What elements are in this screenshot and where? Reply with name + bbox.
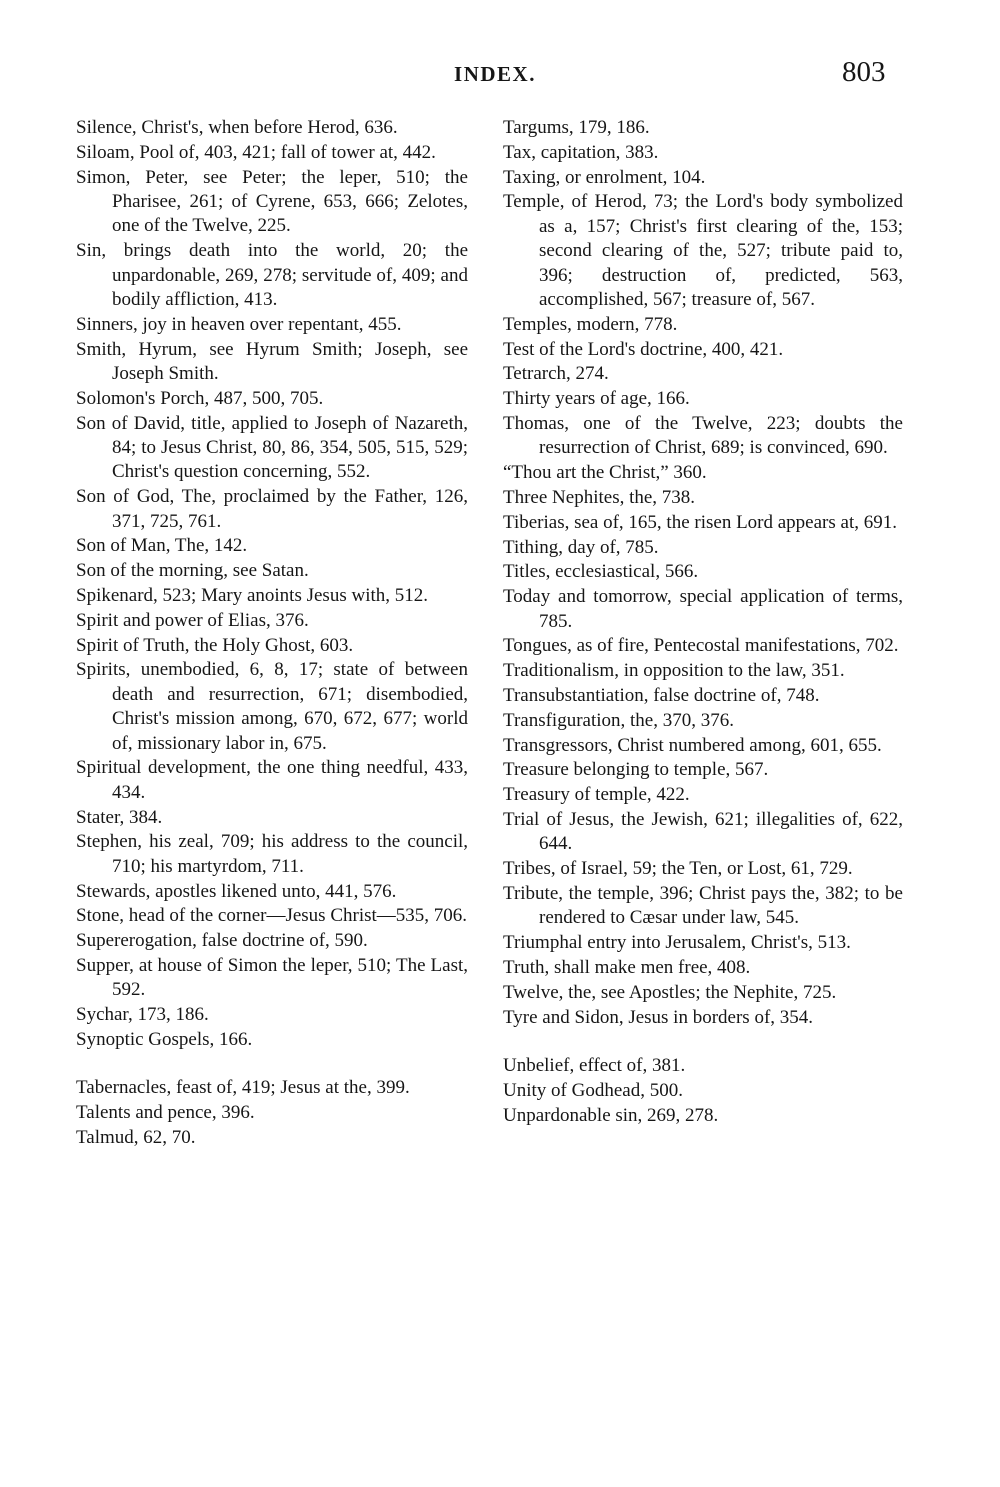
index-entry: Unpardonable sin, 269, 278. xyxy=(503,1104,719,1126)
index-entry: Spirits, unembodied, 6, 8, 17; state of between death and resurrection, 671; disembodied, Christ's mission among, 670, 672, 677; world of, missionary labor in, 675. xyxy=(76,659,468,754)
index-entry: Traditionalism, in opposition to the law, 351. xyxy=(503,660,845,682)
index-entry: Son of David, title, applied to Joseph of Nazareth, 84; to Jesus Christ, 80, 86, 354, 505, 515, 529; Christ's question concerning, 552. xyxy=(76,412,468,483)
index-entry: Supper, at house of Simon the leper, 510; The Last, 592. xyxy=(76,955,468,1001)
index-entry: Son of Man, The, 142. xyxy=(76,535,248,557)
index-entry: Tiberias, sea of, 165, the risen Lord appears at, 691. xyxy=(503,511,897,533)
index-column-left xyxy=(76,116,468,1151)
index-entry: Titles, ecclesiastical, 566. xyxy=(503,561,699,583)
index-entry: “Thou art the Christ,” 360. xyxy=(503,462,707,484)
index-entry: Tribute, the temple, 396; Christ pays the, 382; to be rendered to Cæsar under law, 545. xyxy=(503,882,903,929)
index-entry: Sin, brings death into the world, 20; the unpardonable, 269, 278; servitude of, 409; and bodily affliction, 413. xyxy=(76,240,468,311)
index-entry: Sinners, joy in heaven over repentant, 455. xyxy=(76,313,402,335)
index-entry: Tribes, of Israel, 59; the Ten, or Lost, 61, 729. xyxy=(503,858,853,880)
index-entry: Solomon's Porch, 487, 500, 705. xyxy=(76,387,324,409)
index-entry: Tyre and Sidon, Jesus in borders of, 354. xyxy=(503,1006,814,1028)
index-entry: Truth, shall make men free, 408. xyxy=(503,956,751,978)
index-entry: Transfiguration, the, 370, 376. xyxy=(503,709,734,731)
index-entry: Simon, Peter, see Peter; the leper, 510; the Pharisee, 261; of Cyrene, 653, 666; Zelotes, one of the Twelve, 225. xyxy=(76,166,468,237)
index-entry: Talmud, 62, 70. xyxy=(76,1127,196,1149)
index-entry: Spiritual development, the one thing needful, 433, 434. xyxy=(76,757,468,803)
index-entry: Unity of Godhead, 500. xyxy=(503,1079,683,1101)
index-entry: Test of the Lord's doctrine, 400, 421. xyxy=(503,338,784,360)
index-entry: Triumphal entry into Jerusalem, Christ's, 513. xyxy=(503,932,851,954)
index-entry: Tax, capitation, 383. xyxy=(503,141,659,163)
index-entry: Tetrarch, 274. xyxy=(503,363,609,385)
index-entry: Sychar, 173, 186. xyxy=(76,1004,209,1026)
running-header: INDEX. xyxy=(454,62,536,86)
index-entry: Supererogation, false doctrine of, 590. xyxy=(76,930,368,952)
index-entry: Silence, Christ's, when before Herod, 636. xyxy=(76,117,398,138)
index-entry: Thomas, one of the Twelve, 223; doubts the resurrection of Christ, 689; is convinced, 690. xyxy=(503,413,903,459)
index-entry: Targums, 179, 186. xyxy=(503,117,650,138)
index-entry: Stephen, his zeal, 709; his address to the council, 710; his martyrdom, 711. xyxy=(76,831,468,877)
index-entry: Transgressors, Christ numbered among, 601, 655. xyxy=(503,734,882,756)
index-entry: Treasury of temple, 422. xyxy=(503,784,690,806)
index-entry: Transubstantiation, false doctrine of, 748. xyxy=(503,684,820,706)
index-entry: Tithing, day of, 785. xyxy=(503,536,659,558)
index-entry: Today and tomorrow, special application of terms, 785. xyxy=(503,586,903,632)
index-entry: Spikenard, 523; Mary anoints Jesus with, 512. xyxy=(76,585,429,607)
index-entry: Smith, Hyrum, see Hyrum Smith; Joseph, see Joseph Smith. xyxy=(76,338,468,385)
index-entry: Stone, head of the corner—Jesus Christ—535, 706. xyxy=(76,905,468,927)
index-entry: Tongues, as of fire, Pentecostal manifestations, 702. xyxy=(503,635,899,657)
index-entry: Thirty years of age, 166. xyxy=(503,388,690,410)
index-entry: Three Nephites, the, 738. xyxy=(503,487,696,508)
page-number: 803 xyxy=(842,56,886,88)
index-entry: Tabernacles, feast of, 419; Jesus at the, 399. xyxy=(76,1077,410,1099)
index-entry: Stater, 384. xyxy=(76,806,163,828)
index-entry: Temples, modern, 778. xyxy=(503,313,678,335)
index-entry: Temple, of Herod, 73; the Lord's body symbolized as a, 157; Christ's first clearing of the, 153; second clearing of the, 527; tribute paid to, 396; destruction of, predicted, 563, accomplished, 567; treasure of, 567. xyxy=(503,191,903,311)
index-entry: Unbelief, effect of, 381. xyxy=(503,1054,686,1076)
index-entry: Son of the morning, see Satan. xyxy=(76,560,309,582)
index-entry: Talents and pence, 396. xyxy=(76,1102,255,1124)
index-entry: Siloam, Pool of, 403, 421; fall of tower at, 442. xyxy=(76,141,436,163)
index-entry: Stewards, apostles likened unto, 441, 576. xyxy=(76,880,397,902)
index-entry: Taxing, or enrolment, 104. xyxy=(503,166,706,188)
index-entry: Twelve, the, see Apostles; the Nephite, 725. xyxy=(503,981,837,1003)
index-entry: Spirit and power of Elias, 376. xyxy=(76,609,309,631)
index-entry: Synoptic Gospels, 166. xyxy=(76,1029,253,1051)
index-entry: Treasure belonging to temple, 567. xyxy=(503,759,769,781)
index-entry: Trial of Jesus, the Jewish, 621; illegalities of, 622, 644. xyxy=(503,808,903,855)
index-entry: Son of God, The, proclaimed by the Father, 126, 371, 725, 761. xyxy=(76,486,468,532)
index-entry: Spirit of Truth, the Holy Ghost, 603. xyxy=(76,634,354,656)
index-column-right xyxy=(503,116,903,1128)
